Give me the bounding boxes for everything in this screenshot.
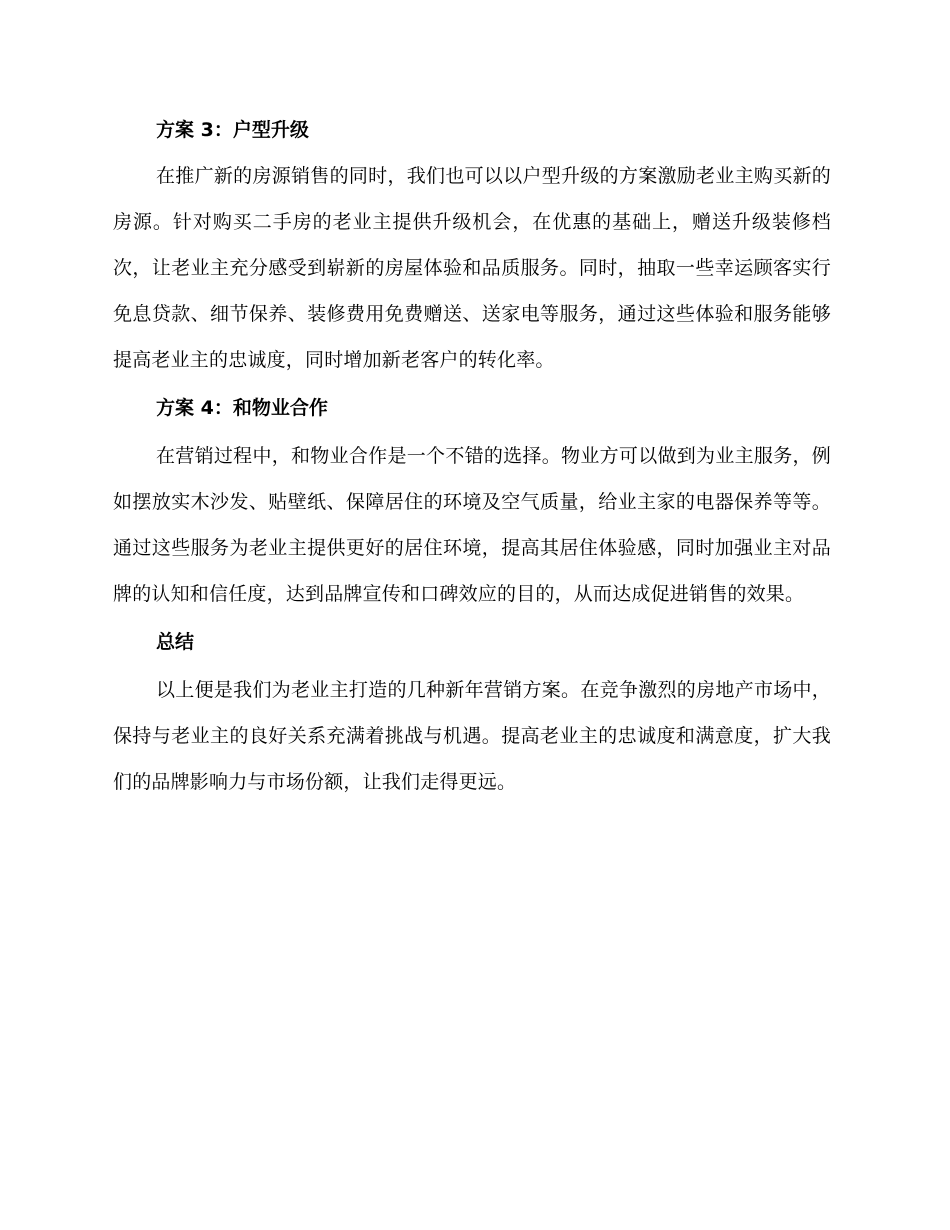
section-heading-summary: 总结 [156,631,195,653]
section-heading-plan-4: 方案 4：和物业合作 [156,397,328,419]
section-paragraph-plan-3: 在推广新的房源销售的同时，我们也可以以户型升级的方案激励老业主购买新的房源。针对购买二手房的老业主提供升级机会，在优惠的基础上，赠送升级装修档次，让老业主充分感受到崭新的房屋体验和品质服务。同时，抽取一些幸运顾客实行免息贷款、细节保养、装修费用免费赠送、送家电等服务，通过这些体验和服务能够提高老业主的忠诚度，同时增加新老客户的转化率。 [113,165,831,371]
section-heading-plan-3: 方案 3：户型升级 [156,119,309,141]
section-paragraph-summary: 以上便是我们为老业主打造的几种新年营销方案。在竞争激烈的房地产市场中，保持与老业主的良好关系充满着挑战与机遇。提高老业主的忠诚度和满意度，扩大我们的品牌影响力与市场份额，让我们走得更远。 [113,679,831,793]
section-paragraph-plan-4: 在营销过程中，和物业合作是一个不错的选择。物业方可以做到为业主服务，例如摆放实木沙发、贴壁纸、保障居住的环境及空气质量，给业主家的电器保养等等。通过这些服务为老业主提供更好的居住环境，提高其居住体验感，同时加强业主对品牌的认知和信任度，达到品牌宣传和口碑效应的目的，从而达成促进销售的效果。 [113,445,831,605]
document-page [113,107,831,805]
